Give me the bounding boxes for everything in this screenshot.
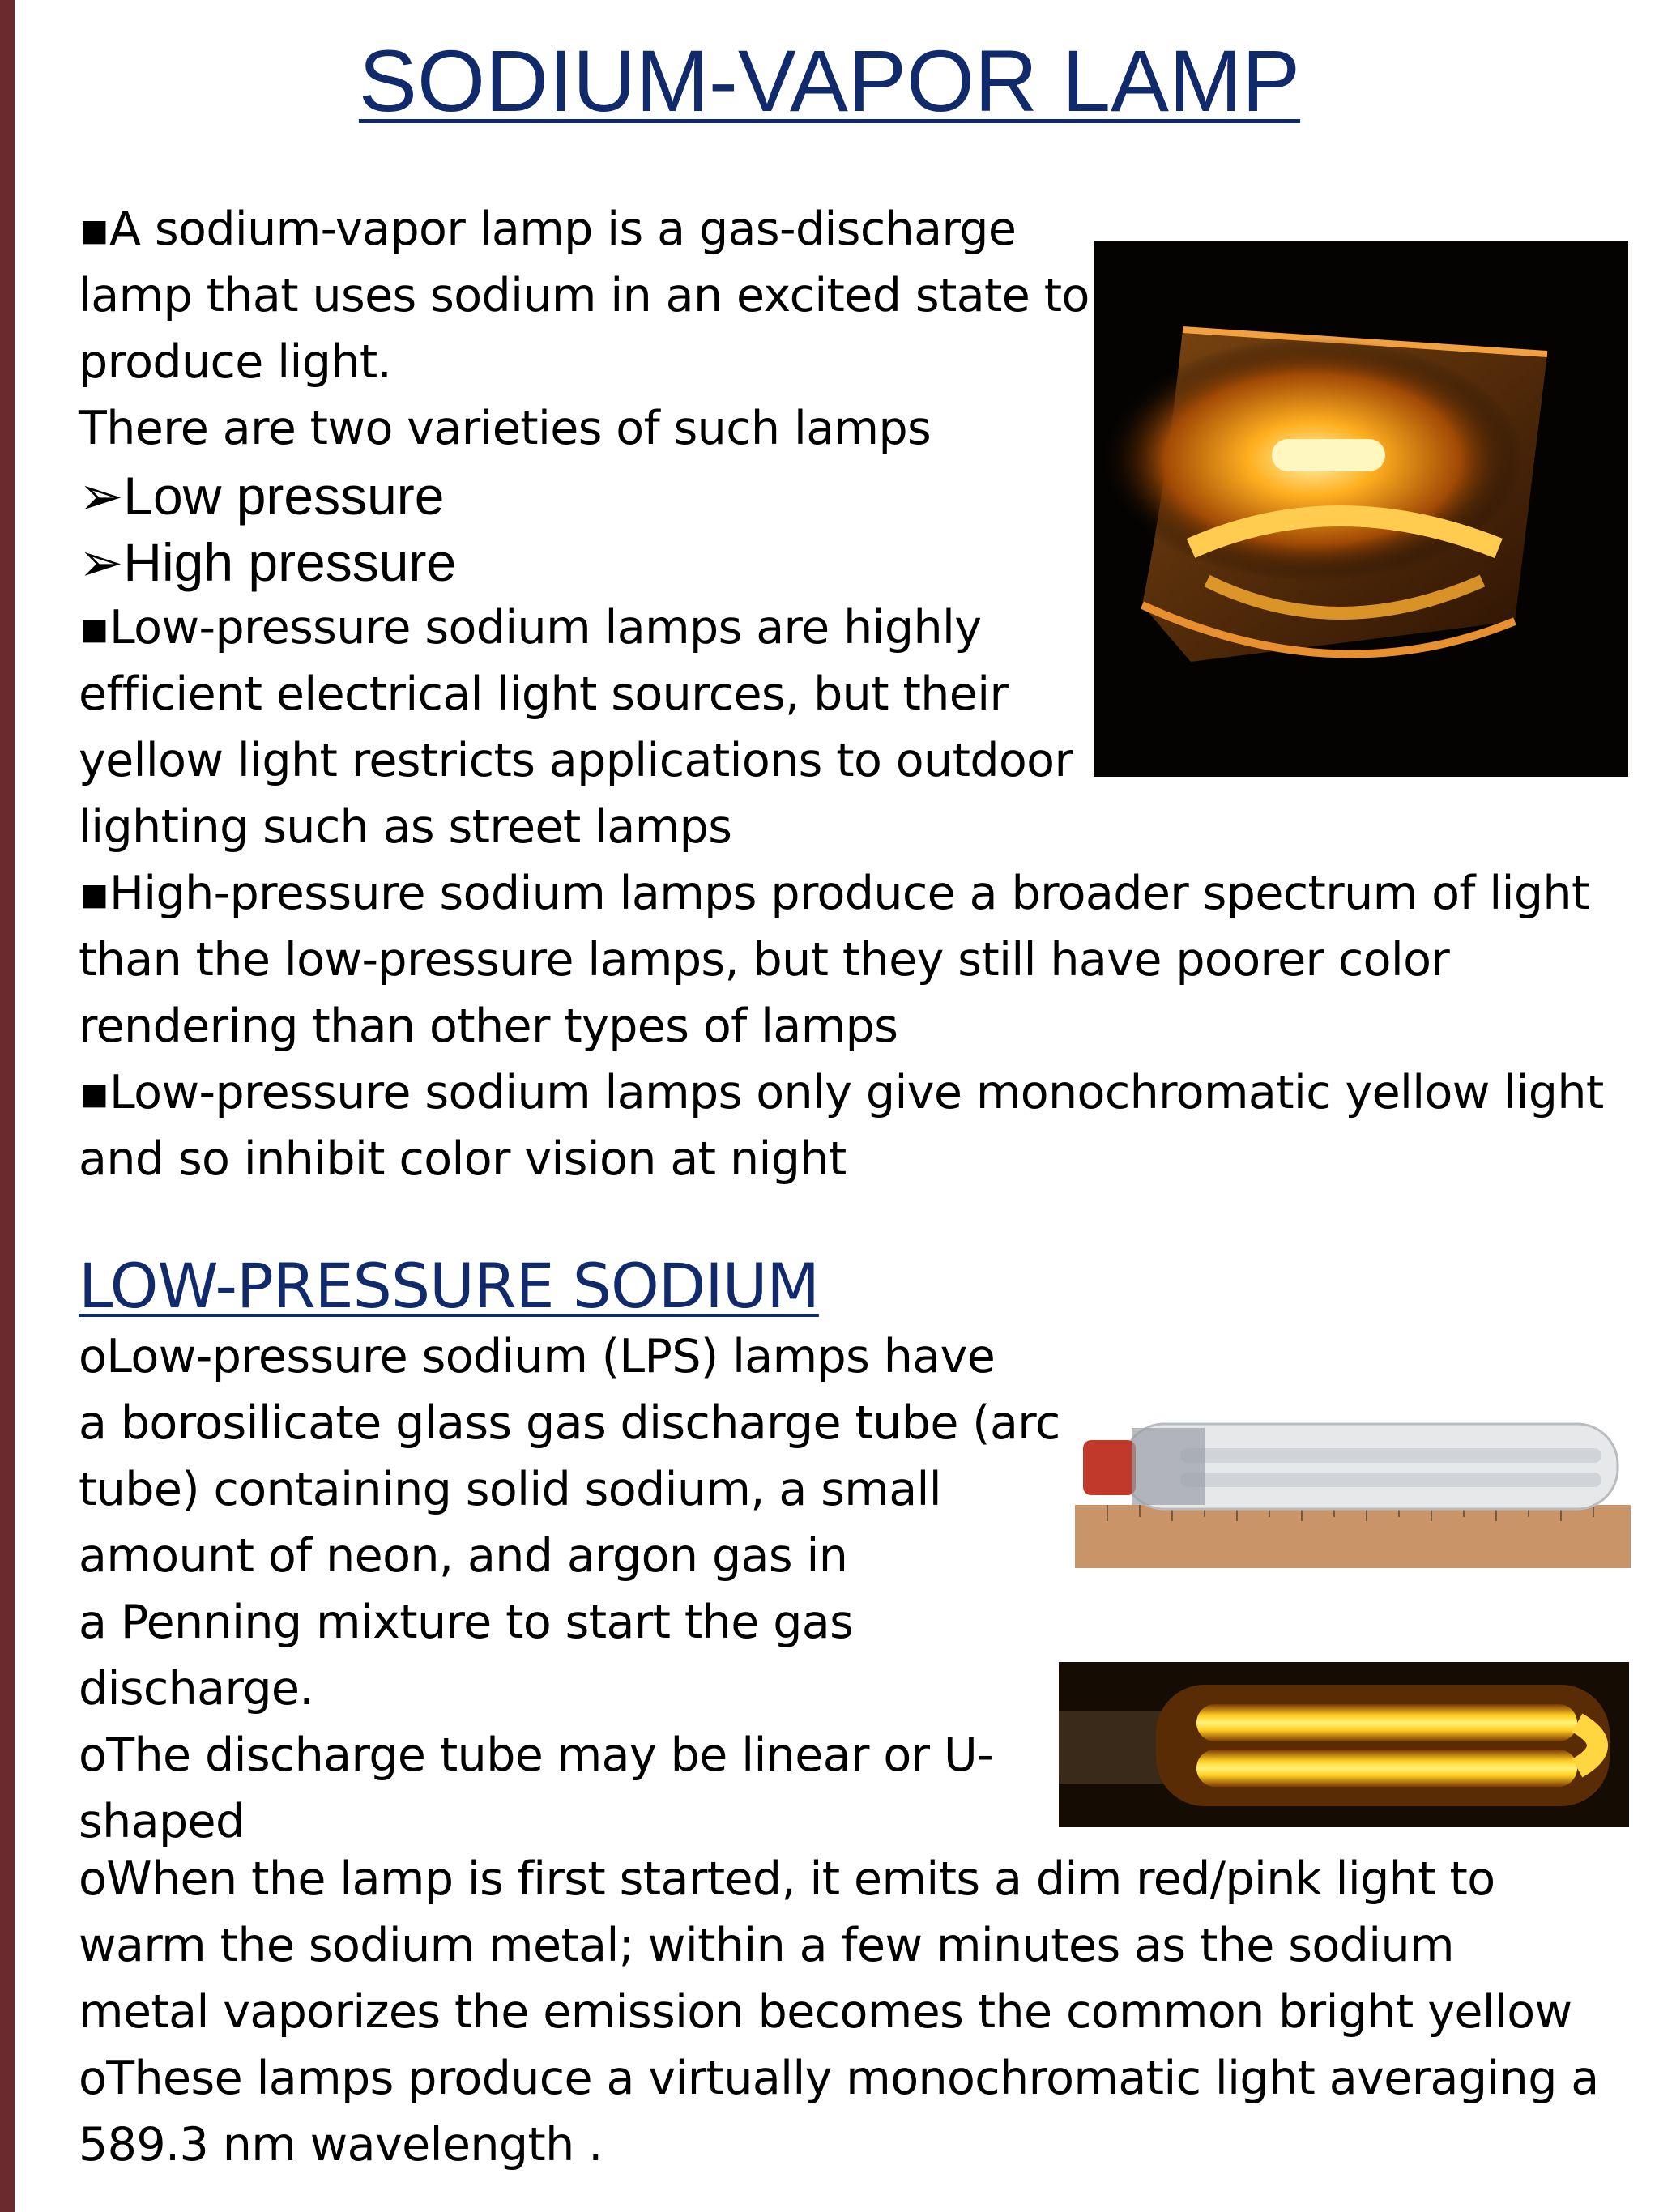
intro-line: efficient electrical light sources, but their bbox=[79, 667, 1009, 721]
lps-line: oLow-pressure sodium (LPS) lamps have bbox=[79, 1330, 996, 1383]
lps-lit-tube-photo bbox=[1059, 1662, 1629, 1827]
lps-line: a Penning mixture to start the gas bbox=[79, 1596, 854, 1649]
intro-line: ▪A sodium-vapor lamp is a gas-discharge bbox=[79, 202, 1017, 256]
lamp-photo bbox=[1094, 241, 1628, 777]
intro-line: than the low-pressure lamps, but they still have poorer color bbox=[79, 933, 1450, 987]
page-title: SODIUM-VAPOR LAMP bbox=[358, 32, 1301, 130]
section-heading-lps: LOW-PRESSURE SODIUM bbox=[79, 1250, 819, 1322]
intro-line: There are two varieties of such lamps bbox=[79, 402, 932, 455]
intro-line: ▪Low-pressure sodium lamps only give monochromatic yellow light bbox=[79, 1066, 1604, 1119]
lps-line: amount of neon, and argon gas in bbox=[79, 1529, 848, 1583]
intro-line: ▪Low-pressure sodium lamps are highly bbox=[79, 601, 982, 654]
variety-item-low: ➢Low pressure bbox=[79, 466, 445, 526]
lps-tube-photo bbox=[1075, 1404, 1631, 1568]
intro-line: lamp that uses sodium in an excited state to bbox=[79, 269, 1090, 322]
intro-line: and so inhibit color vision at night bbox=[79, 1132, 847, 1186]
lps-line: a borosilicate glass gas discharge tube (arc bbox=[79, 1396, 1060, 1450]
intro-line: rendering than other types of lamps bbox=[79, 999, 898, 1053]
intro-line: ▪High-pressure sodium lamps produce a broader spectrum of light bbox=[79, 867, 1589, 920]
lps-line: oWhen the lamp is first started, it emits a dim red/pink light to bbox=[79, 1852, 1495, 1906]
lps-line: oThese lamps produce a virtually monochromatic light averaging a bbox=[79, 2052, 1599, 2105]
lps-line: tube) containing solid sodium, a small bbox=[79, 1463, 942, 1516]
lps-line: metal vaporizes the emission becomes the common bright yellow bbox=[79, 1985, 1572, 2039]
lps-line: shaped bbox=[79, 1795, 245, 1848]
lps-line: oThe discharge tube may be linear or U- bbox=[79, 1728, 994, 1782]
lps-line: 589.3 nm wavelength . bbox=[79, 2118, 603, 2172]
lps-line: discharge. bbox=[79, 1662, 313, 1715]
variety-item-high: ➢High pressure bbox=[79, 532, 457, 592]
left-accent-bar bbox=[0, 0, 15, 2212]
intro-line: yellow light restricts applications to outdoor bbox=[79, 734, 1073, 787]
lps-line: warm the sodium metal; within a few minutes as the sodium bbox=[79, 1919, 1454, 1972]
intro-line: produce light. bbox=[79, 335, 392, 389]
intro-line: lighting such as street lamps bbox=[79, 800, 732, 854]
